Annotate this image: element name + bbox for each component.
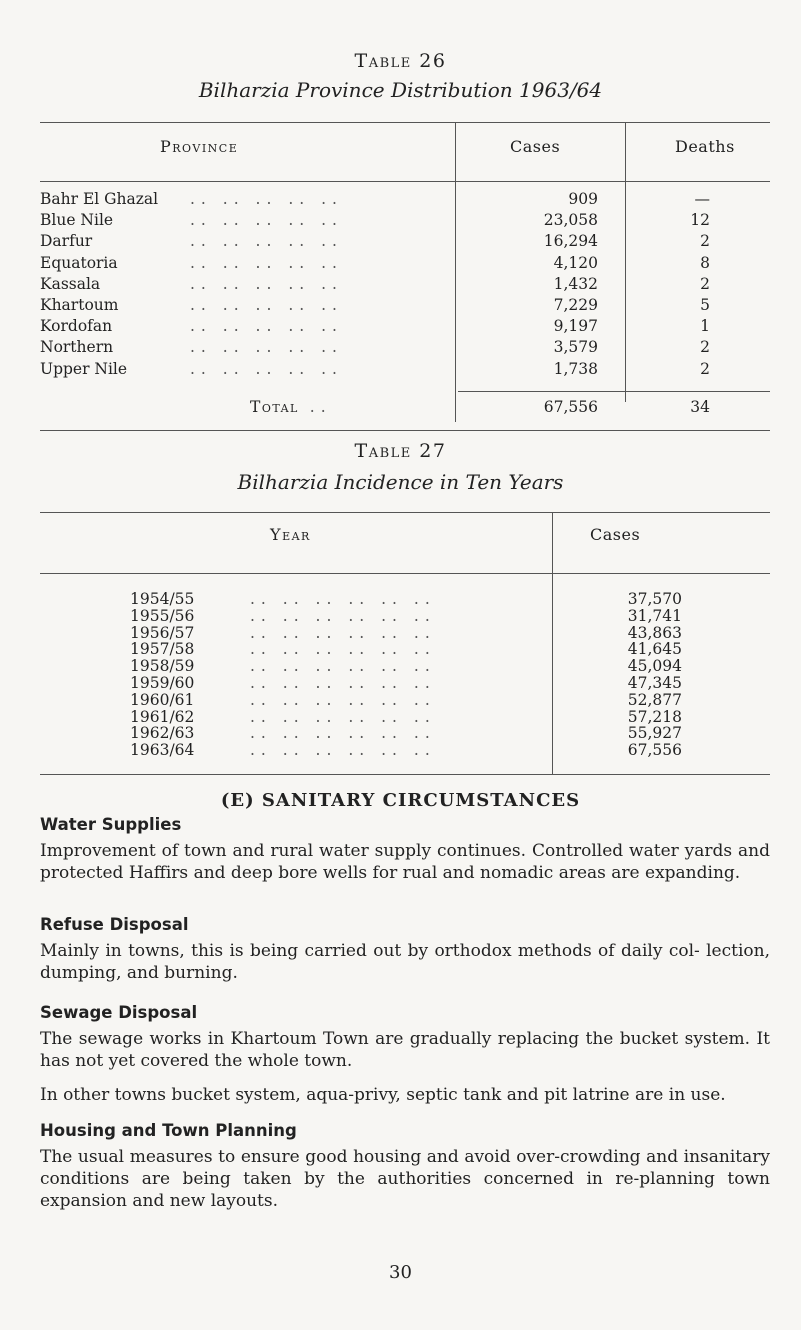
leader-dots: .. .. .. .. .. <box>190 317 343 336</box>
page-number: 30 <box>389 1262 412 1283</box>
year-value: 1959/60 <box>130 674 195 692</box>
cases-value: 9,197 <box>553 317 598 336</box>
sewage-disposal-text-2: In other towns bucket system, aqua-privy, septic tank and pit latrine are in use. <box>40 1085 726 1105</box>
year-value: 1954/55 <box>130 590 195 608</box>
cases-value: 57,218 <box>627 707 682 726</box>
table26-bottom-rule <box>40 430 770 431</box>
deaths-value: 2 <box>700 274 710 293</box>
province-name: Blue Nile <box>40 211 114 230</box>
housing-text: The usual measures to ensure good housing and avoid over-crowding and insanitary conditions are being taken by the authorities concerned in re-planning town expansion and new layouts. <box>40 1147 770 1211</box>
housing-heading: Housing and Town Planning <box>40 1121 297 1140</box>
year-value: 1963/64 <box>130 741 195 760</box>
table27-bottom-rule <box>40 774 770 775</box>
year-value: 1956/57 <box>130 623 195 642</box>
cases-value: 23,058 <box>543 211 598 230</box>
table27-top-rule <box>40 512 770 513</box>
table27-header-year: Year <box>270 525 311 544</box>
leader-dots: .. .. .. .. .. .. <box>250 674 436 692</box>
cases-value: 45,094 <box>627 657 682 676</box>
leader-dots: .. .. .. .. .. .. <box>250 741 436 760</box>
table26-header-cases: Cases <box>510 137 561 156</box>
cases-value: 52,877 <box>627 690 682 709</box>
leader-dots: .. .. .. .. .. .. <box>250 640 436 659</box>
leader-dots: .. .. .. .. .. .. <box>250 623 436 642</box>
table27-header-rule <box>40 573 770 574</box>
cases-value: 909 <box>568 190 598 208</box>
water-supplies-heading: Water Supplies <box>40 815 182 834</box>
leader-dots: .. .. .. .. .. <box>190 359 343 378</box>
province-name: Kassala <box>40 274 101 293</box>
leader-dots: .. .. .. .. .. .. <box>250 707 436 726</box>
province-name: Bahr El Ghazal <box>40 190 159 208</box>
leader-dots: .. .. .. .. .. <box>190 211 343 230</box>
deaths-value: 2 <box>700 232 710 251</box>
table27-subtitle: Bilharzia Incidence in Ten Years <box>237 470 564 494</box>
cases-value: 55,927 <box>627 724 682 743</box>
refuse-disposal-text: Mainly in towns, this is being carried out by orthodox methods of daily col- lection, dumping, and burning. <box>40 941 770 983</box>
cases-value: 3,579 <box>553 338 598 357</box>
year-value: 1961/62 <box>130 707 195 726</box>
refuse-disposal-heading: Refuse Disposal <box>40 915 189 934</box>
province-name: Kordofan <box>40 317 113 336</box>
leader-dots: .. .. .. .. .. <box>190 338 343 357</box>
leader-dots: .. .. .. .. .. .. <box>250 724 436 743</box>
sewage-disposal-heading: Sewage Disposal <box>40 1003 198 1022</box>
leader-dots: .. .. .. .. .. .. <box>250 657 436 676</box>
year-value: 1958/59 <box>130 657 195 676</box>
section-heading: (E) SANITARY CIRCUMSTANCES <box>220 790 581 811</box>
table26-header-deaths: Deaths <box>675 137 735 156</box>
leader-dots: .. .. .. .. .. <box>190 190 343 208</box>
deaths-value: 12 <box>690 211 710 230</box>
leader-dots: .. .. .. .. .. .. <box>250 606 436 625</box>
table26-header-province: Province <box>160 137 239 156</box>
table26-total-deaths: 34 <box>690 398 710 416</box>
cases-value: 43,863 <box>627 623 682 642</box>
table26-subtotal-rule <box>458 391 770 392</box>
cases-value: 41,645 <box>627 640 682 659</box>
province-name: Equatoria <box>40 253 118 272</box>
year-value: 1962/63 <box>130 724 195 743</box>
province-name: Darfur <box>40 232 93 251</box>
year-value: 1955/56 <box>130 606 195 625</box>
table26-total-label: Total .. <box>250 398 332 416</box>
deaths-value: 1 <box>700 317 710 336</box>
table26-title: Table 26 <box>354 50 447 72</box>
leader-dots: .. .. .. .. .. <box>190 296 343 314</box>
table26-total-cases: 67,556 <box>543 398 598 416</box>
province-name: Khartoum <box>40 296 119 314</box>
year-value: 1960/61 <box>130 690 195 709</box>
cases-value: 1,432 <box>553 274 598 293</box>
table26-header-rule <box>40 181 770 182</box>
cases-value: 67,556 <box>627 741 682 760</box>
province-name: Northern <box>40 338 114 357</box>
sewage-disposal-text-1: The sewage works in Khartoum Town are gradually replacing the bucket system. It has not yet covered the whole town. <box>40 1029 770 1071</box>
cases-value: 16,294 <box>543 232 598 251</box>
table26-top-rule <box>40 122 770 123</box>
table26-subtitle: Bilharzia Province Distribution 1963/64 <box>198 78 603 102</box>
province-name: Upper Nile <box>40 359 128 378</box>
cases-value: 1,738 <box>553 359 598 378</box>
cases-value: 37,570 <box>627 590 682 608</box>
deaths-value: 8 <box>700 253 710 272</box>
leader-dots: .. .. .. .. .. .. <box>250 590 436 608</box>
cases-value: 47,345 <box>627 674 682 692</box>
year-value: 1957/58 <box>130 640 195 659</box>
deaths-value: 2 <box>700 338 710 357</box>
leader-dots: .. .. .. .. .. <box>190 232 343 251</box>
deaths-value: 5 <box>700 296 710 314</box>
deaths-value: — <box>694 190 710 208</box>
leader-dots: .. .. .. .. .. <box>190 274 343 293</box>
leader-dots: .. .. .. .. .. <box>190 253 343 272</box>
deaths-value: 2 <box>700 359 710 378</box>
cases-value: 31,741 <box>627 606 682 625</box>
cases-value: 7,229 <box>553 296 598 314</box>
cases-value: 4,120 <box>553 253 598 272</box>
water-supplies-text: Improvement of town and rural water supply continues. Controlled water yards and protected Haffirs and deep bore wells for rual and nomadic areas are expanding. <box>40 841 770 883</box>
leader-dots: .. .. .. .. .. .. <box>250 690 436 709</box>
table27-header-cases: Cases <box>590 525 641 544</box>
table27-title: Table 27 <box>354 440 447 462</box>
